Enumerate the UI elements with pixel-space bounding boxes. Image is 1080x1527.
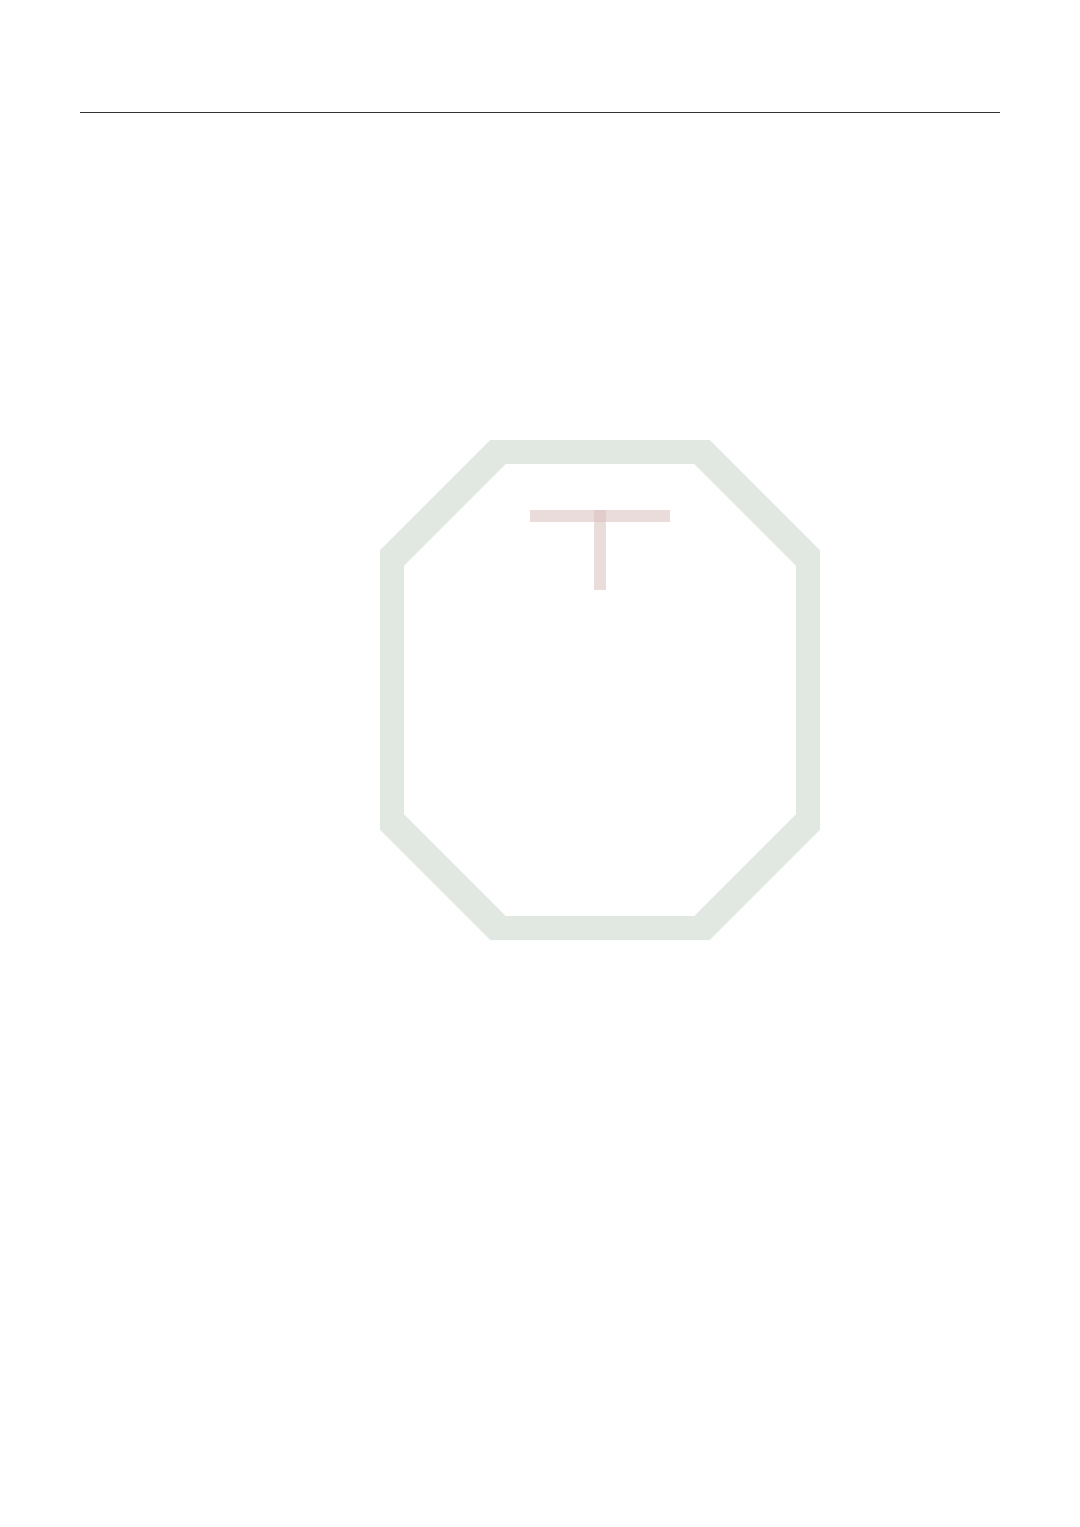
watermark-logo bbox=[380, 440, 820, 940]
header-divider bbox=[80, 112, 1000, 113]
